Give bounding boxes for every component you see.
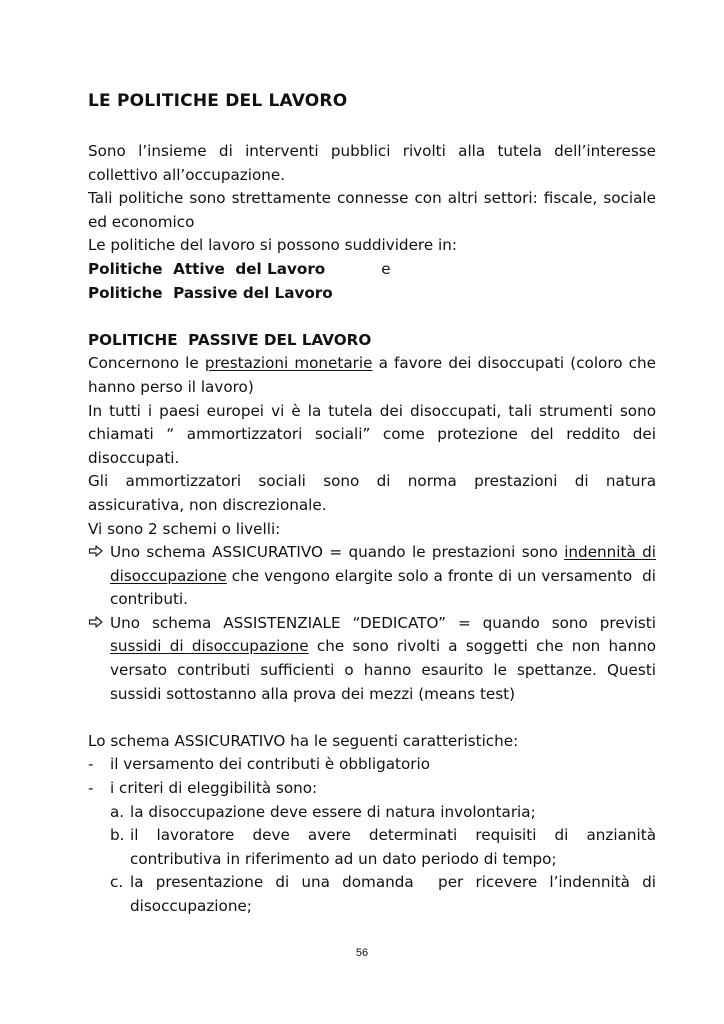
assic-intro: Lo schema ASSICURATIVO ha le seguenti caratteristiche:: [88, 731, 519, 750]
passive-paragraph-3: Gli ammortizzatori sociali sono di norma prestazioni di natura assicurativa, non discrezionale.: [88, 472, 656, 514]
passive-paragraph-1: [88, 352, 661, 399]
dash-marker: -: [88, 779, 94, 798]
alpha-list-item: [88, 871, 661, 918]
underlined-term: sussidi di disoccupazione: [110, 637, 309, 656]
underlined-term: prestazioni monetarie: [204, 354, 373, 373]
dash-list-item: [88, 777, 656, 801]
intro-paragraph-1: Sono l’insieme di interventi pubblici rivolti alla tutela dell’interesse collettivo all’occupazione.: [88, 142, 656, 184]
text-span: che vengono elargite solo a fronte di un versamento di contributi.: [110, 566, 661, 609]
dash-list-item: [88, 753, 656, 777]
list-marker: b.: [110, 826, 125, 845]
body-text: [88, 140, 661, 919]
dash-item-text: i criteri di eleggibilità sono:: [110, 779, 318, 798]
politiche-passive-label: Politiche Passive del Lavoro: [88, 283, 333, 302]
underlined-term: indennità di disoccupazione: [110, 543, 657, 585]
conjunction-e: e: [381, 259, 391, 278]
alpha-item-text: il lavoratore deve avere determinati requisiti di anzianità contributiva in riferimento ad un dato periodo di tempo;: [130, 826, 656, 868]
text-span: Uno schema ASSISTENZIALE “DEDICATO” = quando sono previsti: [110, 613, 661, 632]
dash-marker: -: [88, 755, 94, 774]
politiche-attive-label: Politiche Attive del Lavoro: [88, 259, 326, 278]
intro-paragraph-3: Le politiche del lavoro si possono suddividere in:: [88, 236, 457, 255]
list-marker: a.: [110, 802, 125, 821]
bullet-item: [88, 612, 661, 706]
intro-paragraph-2: Tali politiche sono strettamente connesse con altri settori: fiscale, sociale ed economico: [88, 189, 656, 231]
right-arrow-outline-icon: [88, 612, 104, 640]
alpha-list-item: [88, 801, 656, 825]
alpha-item-text: la disoccupazione deve essere di natura involontaria;: [130, 802, 536, 821]
alpha-item-text: la presentazione di una domanda per ricevere l’indennità di disoccupazione;: [130, 873, 661, 915]
section-heading-passive: POLITICHE PASSIVE DEL LAVORO: [88, 330, 372, 349]
alpha-list-item: [88, 824, 656, 871]
passive-paragraph-4: Vi sono 2 schemi o livelli:: [88, 519, 281, 538]
page-title: LE POLITICHE DEL LAVORO: [88, 91, 348, 111]
page-number: 56: [355, 947, 369, 959]
text-span: Uno schema ASSICURATIVO = quando le prestazioni sono: [110, 543, 565, 562]
list-marker: c.: [110, 873, 124, 892]
bullet-item: [88, 541, 661, 612]
text-span: a favore dei disoccupati (coloro che hanno perso il lavoro): [88, 354, 661, 396]
dash-item-text: il versamento dei contributi è obbligatorio: [110, 755, 431, 774]
right-arrow-outline-icon: [88, 541, 104, 569]
text-span: che sono rivolti a soggetti che non hanno versato contributi sufficienti o hanno esaurito le spettanze. Questi sussidi sottostanno alla prova dei mezzi (means test): [110, 637, 661, 703]
text-span: Concernono le: [88, 354, 205, 373]
politiche-attive-line: [88, 258, 656, 282]
passive-paragraph-2: In tutti i paesi europei vi è la tutela dei disoccupati, tali strumenti sono chiamati “ ammortizzatori sociali” come protezione del reddito dei disoccupati.: [88, 401, 656, 467]
